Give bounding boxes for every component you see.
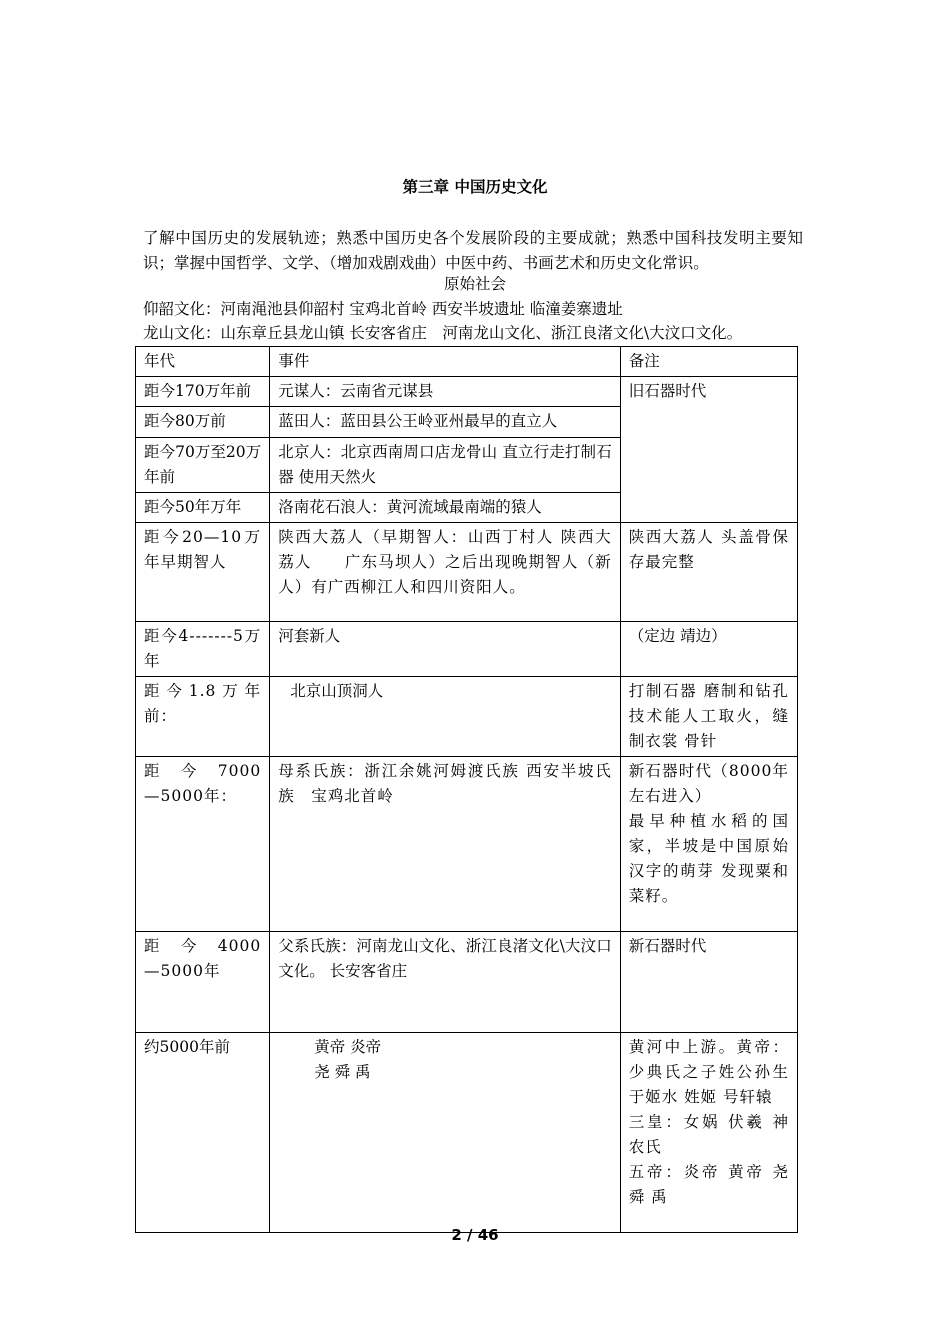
event-cell: 蓝田人：蓝田县公王岭亚州最早的直立人 xyxy=(270,407,621,438)
section-heading: 原始社会 xyxy=(443,275,506,293)
chapter-title: 第三章 中国历史文化 xyxy=(402,178,548,196)
event-text: 陕西大荔人（早期智人：山西丁村人 陕西大荔人 广东马坝人）之后出现晚期智人（新人）有广西柳江人和四川资阳人。 xyxy=(278,528,612,596)
table-row xyxy=(136,677,798,757)
table-row xyxy=(136,377,798,407)
table-row xyxy=(136,757,798,932)
intro-paragraph: 了解中国历史的发展轨迹；熟悉中国历史各个发展阶段的主要成就；熟悉中国科技发明主要知识；掌握中国哲学、文学、（增加戏剧戏曲）中医中药、书画艺术和历史文化常识。 xyxy=(143,229,803,272)
note-cell xyxy=(620,1033,797,1233)
event-cell: 北京人：北京西南周口店龙骨山 直立行走打制石器 使用天然火 xyxy=(270,438,621,493)
page-number: 2 / 46 xyxy=(451,1226,499,1244)
note-cell: 旧石器时代 xyxy=(620,377,797,523)
era-cell: 距今50年万年 xyxy=(136,493,270,523)
event-cell xyxy=(270,677,621,757)
era-cell: 距 今 4000—5000年 xyxy=(136,932,270,1033)
era-cell: 距今170万年前 xyxy=(136,377,270,407)
history-table xyxy=(135,346,798,1233)
event-cell xyxy=(270,523,621,622)
note-cell: 新石器时代 xyxy=(620,932,797,1033)
table-row xyxy=(136,1033,798,1233)
note-cell: （定边 靖边） xyxy=(620,622,797,677)
event-line: 黄帝 炎帝 xyxy=(314,1038,382,1056)
header-event: 事件 xyxy=(270,347,621,377)
longshan-culture-line: 龙山文化：山东章丘县龙山镇 长安客省庄 河南龙山文化、浙江良渚文化\大汶口文化。 xyxy=(143,324,743,342)
event-cell: 河套新人 xyxy=(270,622,621,677)
era-cell: 距今80万前 xyxy=(136,407,270,438)
note-cell xyxy=(620,757,797,932)
table-row xyxy=(136,622,798,677)
note-line: 五帝：炎帝 黄帝 尧舜 禹 xyxy=(628,1163,789,1206)
event-line: 尧 舜 禹 xyxy=(314,1063,371,1081)
event-cell: 母系氏族：浙江余姚河姆渡氏族 西安半坡氏族 宝鸡北首岭 xyxy=(270,757,621,932)
note-cell: 打制石器 磨制和钻孔技术能人工取火，缝制衣裳 骨针 xyxy=(620,677,797,757)
era-cell: 距今4-------5万年 xyxy=(136,622,270,677)
header-note: 备注 xyxy=(620,347,797,377)
era-cell: 距今70万至20万年前 xyxy=(136,438,270,493)
note-cell: 陕西大荔人 头盖骨保存最完整 xyxy=(620,523,797,622)
era-cell: 距今1.8万年前： xyxy=(136,677,270,757)
note-line: 黄河中上游。黄帝：少典氏之子姓公孙生于姬水 姓姬 号轩辕 xyxy=(628,1038,789,1106)
table-row xyxy=(136,523,798,622)
event-cell xyxy=(270,1033,621,1233)
note-line: 最早种植水稻的国家，半坡是中国原始汉字的萌芽 发现粟和菜籽。 xyxy=(628,812,789,905)
yangshao-culture-line: 仰韶文化：河南渑池县仰韶村 宝鸡北首岭 西安半坡遗址 临潼姜寨遗址 xyxy=(143,300,623,318)
header-era: 年代 xyxy=(136,347,270,377)
era-cell: 约5000年前 xyxy=(136,1033,270,1233)
event-cell: 洛南花石浪人：黄河流域最南端的猿人 xyxy=(270,493,621,523)
note-line: 三皇：女娲 伏羲 神农氏 xyxy=(628,1113,789,1156)
era-cell: 距 今 7000—5000年： xyxy=(136,757,270,932)
event-cell: 元谋人：云南省元谋县 xyxy=(270,377,621,407)
event-text: 北京山顶洞人 xyxy=(290,682,384,700)
table-header-row xyxy=(136,347,798,377)
era-cell: 距今20—10万年早期智人 xyxy=(136,523,270,622)
event-cell: 父系氏族：河南龙山文化、浙江良渚文化\大汶口文化。 长安客省庄 xyxy=(270,932,621,1033)
note-line: 新石器时代（8000年左右进入） xyxy=(628,762,789,805)
table-row xyxy=(136,932,798,1033)
